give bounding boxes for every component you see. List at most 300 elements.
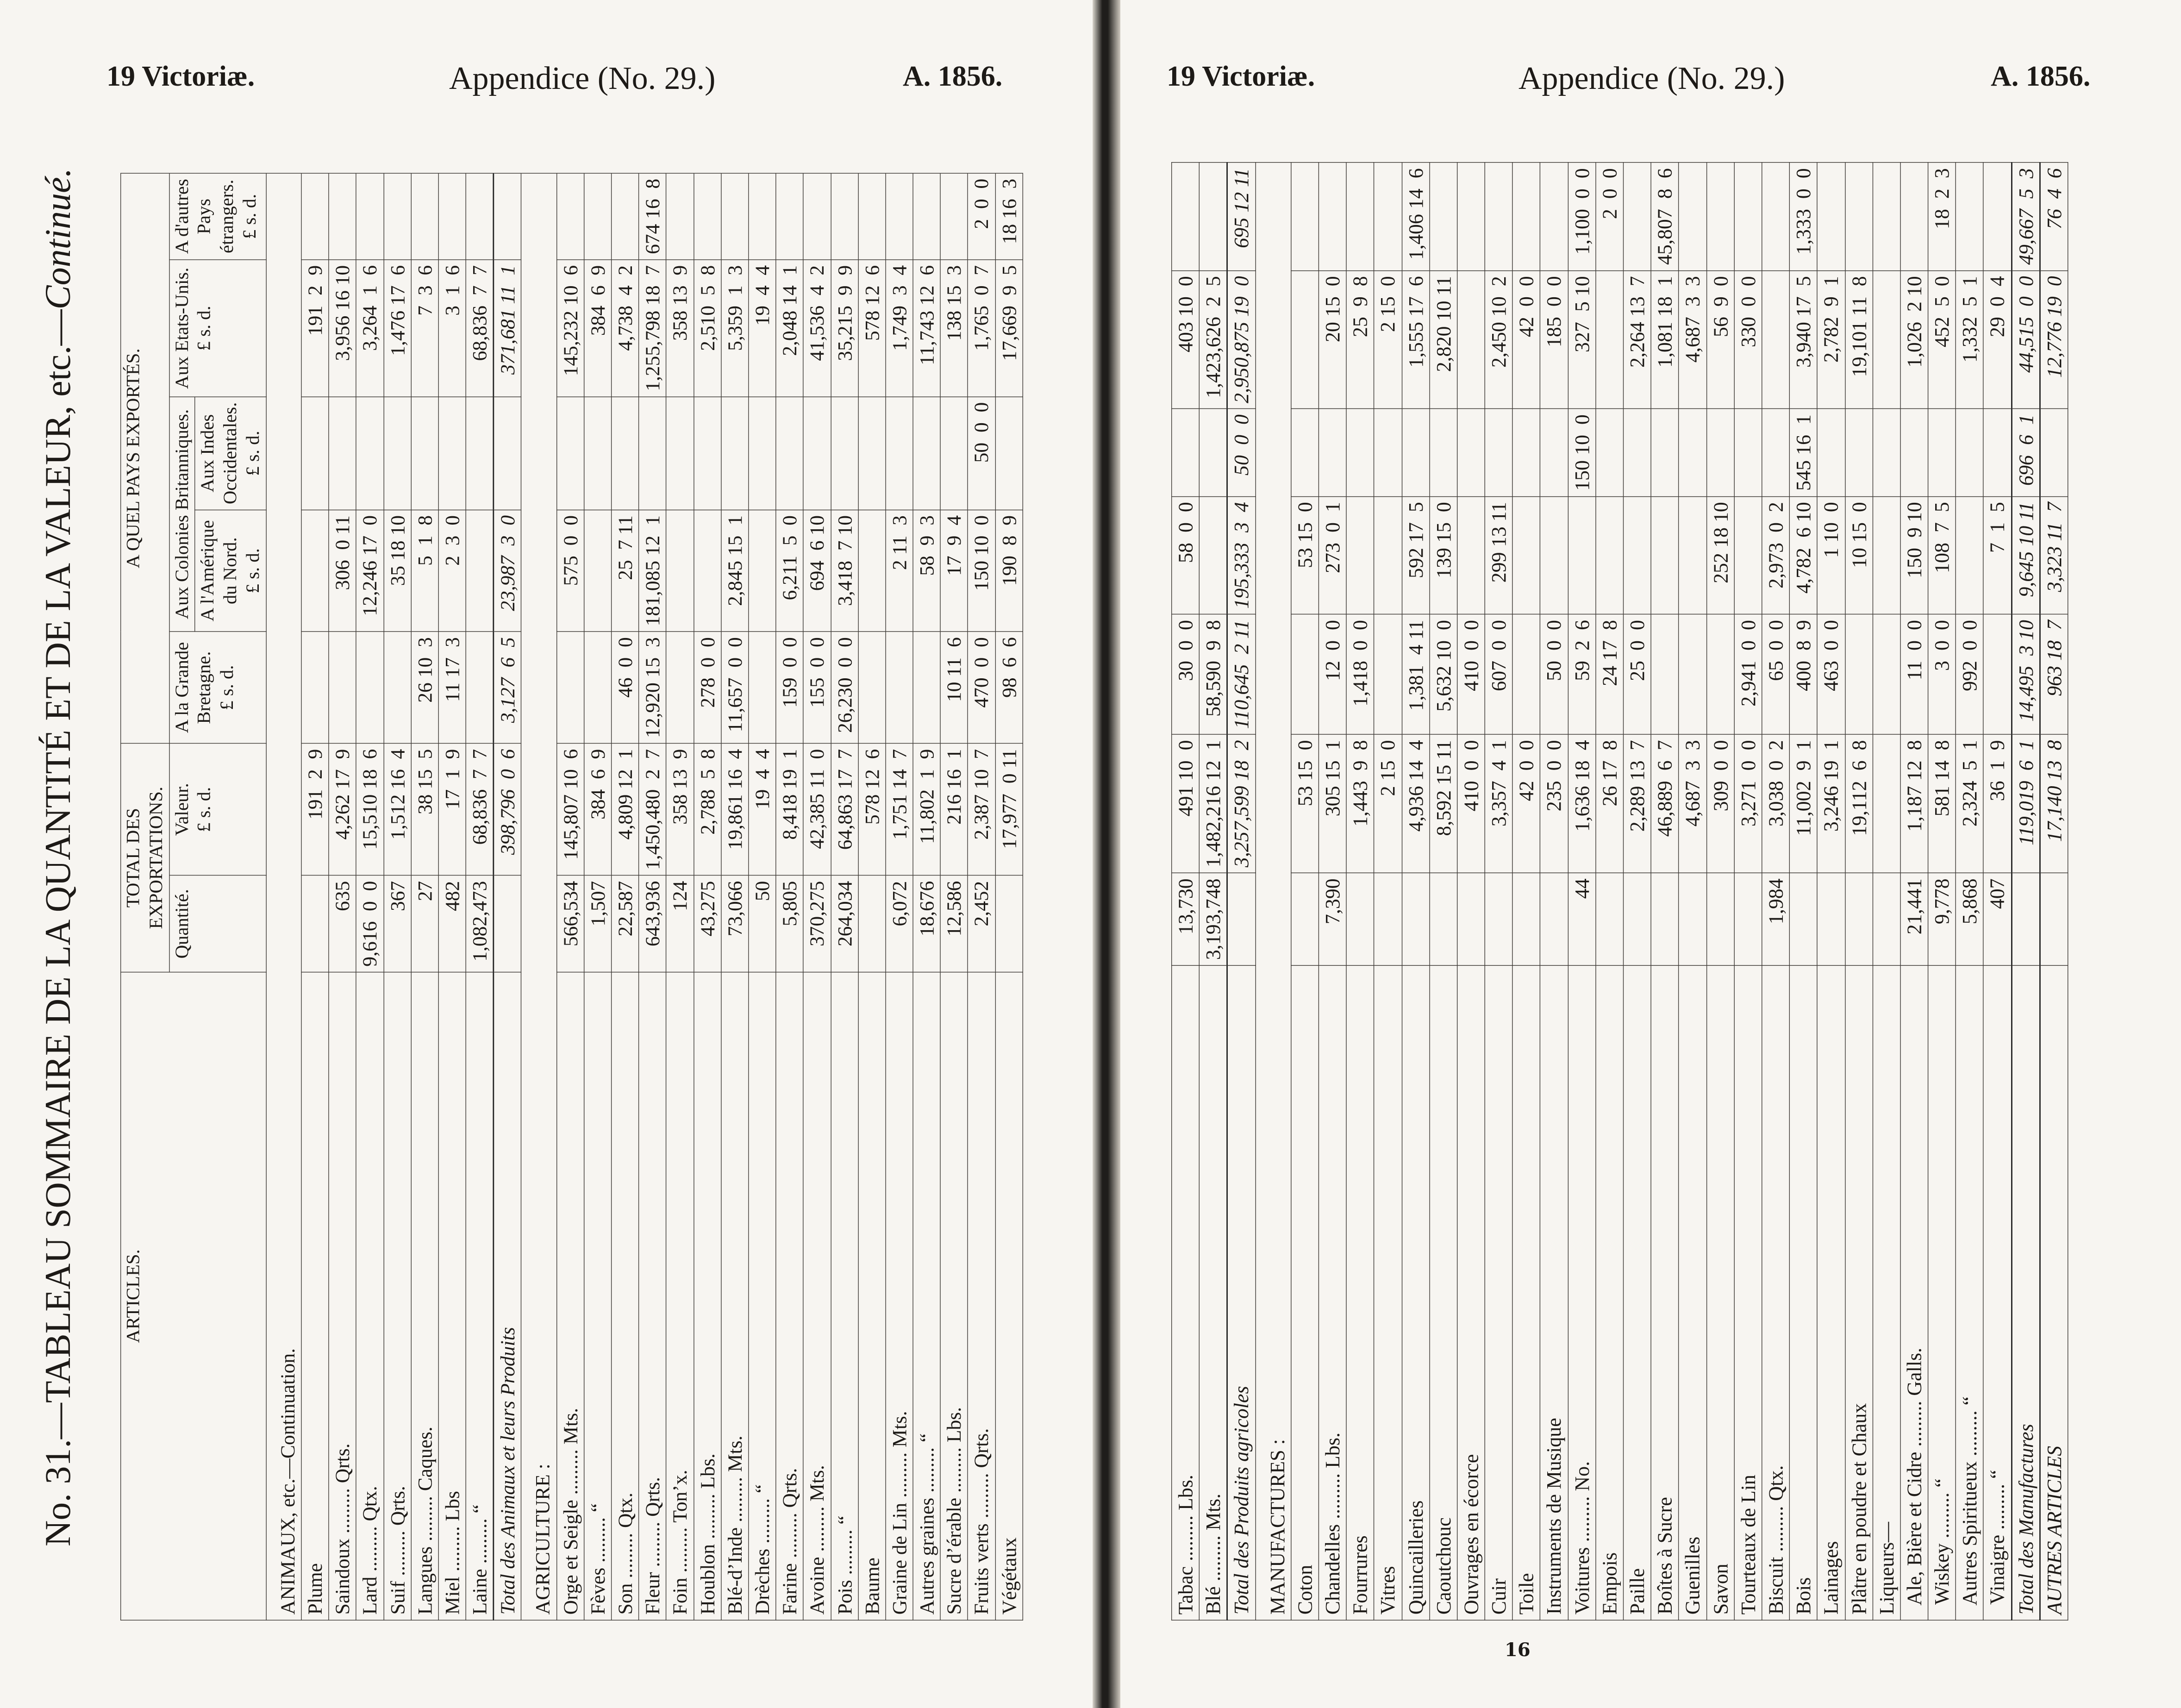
other-countries	[301, 173, 329, 260]
quantity: 9,616 0 0	[356, 876, 383, 972]
lsd-label: £ s. d.	[239, 194, 260, 239]
great-britain	[1291, 614, 1319, 734]
table-row	[694, 173, 721, 1620]
table-row	[1623, 163, 1651, 1620]
other-countries	[1706, 163, 1734, 270]
great-britain	[1845, 614, 1873, 734]
table-row	[1291, 163, 1319, 1620]
west-indies	[803, 397, 831, 510]
other-countries	[438, 173, 466, 260]
quantity: 9,778	[1928, 873, 1956, 965]
value: 8,418 19 1	[776, 744, 803, 876]
table-row	[1679, 163, 1706, 1620]
table-row	[1457, 163, 1485, 1620]
article-name: Autres graines ......... “	[913, 972, 940, 1620]
article-name: Plâtre en poudre et Chaux	[1845, 965, 1873, 1620]
value: 384 6 9	[584, 744, 611, 876]
value: 578 12 6	[858, 744, 886, 876]
other-countries	[749, 173, 776, 260]
great-britain: 59 2 6	[1568, 614, 1596, 734]
great-britain: 12 0 0	[1319, 614, 1346, 734]
table-row	[1512, 163, 1540, 1620]
north-america	[1596, 496, 1624, 614]
table-row	[666, 173, 694, 1620]
col-quantite: Quantité.	[169, 876, 266, 972]
united-states: 4,687 3 3	[1679, 270, 1706, 409]
great-britain: 607 0 0	[1485, 614, 1512, 734]
west-indies	[584, 397, 611, 510]
united-states: 138 15 3	[940, 260, 968, 397]
great-britain	[1679, 614, 1706, 734]
great-britain	[384, 632, 411, 743]
north-america: 306 0 11	[329, 510, 356, 632]
quantity: 12,586	[940, 876, 968, 972]
north-america: 17 9 4	[940, 510, 968, 632]
united-states: 41,536 4 2	[803, 260, 831, 397]
left-table	[120, 173, 1023, 1620]
great-britain: 11 0 0	[1900, 614, 1928, 734]
quantity: 50	[749, 876, 776, 972]
table-row	[1706, 163, 1734, 1620]
west-indies	[1402, 409, 1430, 496]
article-name: Houblon ......... Lbs.	[694, 972, 721, 1620]
table-row	[968, 173, 995, 1620]
total-other-countries	[494, 173, 521, 260]
table-row	[1817, 163, 1845, 1620]
quantity: 5,868	[1956, 873, 1983, 965]
value: 2,289 13 7	[1623, 734, 1651, 873]
great-britain	[858, 632, 886, 743]
quantity	[1227, 873, 1256, 965]
table-row	[556, 173, 584, 1620]
united-states: 3 1 6	[438, 260, 466, 397]
total-other-countries: 76 4 6	[2040, 163, 2068, 270]
article-name: Instruments de Musique	[1540, 965, 1568, 1620]
west-indies	[1873, 409, 1900, 496]
north-america	[466, 510, 494, 632]
other-countries	[584, 173, 611, 260]
quantity	[1706, 873, 1734, 965]
west-indies: 50 0 0	[968, 397, 995, 510]
north-america: 139 15 0	[1430, 496, 1457, 614]
col-gb-label: A la Grande Bretagne.	[171, 642, 215, 733]
table-row	[612, 173, 639, 1620]
table-row	[1928, 163, 1956, 1620]
total-united-states: 371,681 11 1	[494, 260, 521, 397]
united-states: 384 6 9	[584, 260, 611, 397]
west-indies	[1706, 409, 1734, 496]
other-countries	[1374, 163, 1402, 270]
article-name: Farine ......... Qrts.	[776, 972, 803, 1620]
article-name: Biscuit ......... Qtx.	[1762, 965, 1790, 1620]
north-america	[1651, 496, 1679, 614]
article-name: Sucre d’érable ......... Lbs.	[940, 972, 968, 1620]
united-states: 3,956 16 10	[329, 260, 356, 397]
united-states: 29 0 4	[1983, 270, 2012, 409]
west-indies: 150 10 0	[1568, 409, 1596, 496]
great-britain: 470 0 0	[968, 632, 995, 743]
north-america	[1679, 496, 1706, 614]
article-name: Blé ......... Mts.	[1200, 965, 1228, 1620]
total-great-britain: 110,645 2 11	[1227, 614, 1256, 734]
quantity: 5,805	[776, 876, 803, 972]
united-states: 2,048 14 1	[776, 260, 803, 397]
west-indies	[612, 397, 639, 510]
united-states: 403 10 0	[1172, 270, 1200, 409]
quantity	[1651, 873, 1679, 965]
west-indies	[1457, 409, 1485, 496]
united-states: 42 0 0	[1512, 270, 1540, 409]
article-name: Graine de Lin ......... Mts.	[886, 972, 913, 1620]
article-name: Blé-d’Inde ......... Mts.	[721, 972, 749, 1620]
great-britain: 11 17 3	[438, 632, 466, 743]
great-britain: 65 0 0	[1762, 614, 1790, 734]
north-america	[1540, 496, 1568, 614]
col-indes	[195, 397, 266, 510]
other-countries: 18 2 3	[1928, 163, 1956, 270]
west-indies	[913, 397, 940, 510]
great-britain: 24 17 8	[1596, 614, 1624, 734]
value: 410 0 0	[1457, 734, 1485, 873]
quantity: 44	[1568, 873, 1596, 965]
other-countries	[1430, 163, 1457, 270]
article-name: Plume	[301, 972, 329, 1620]
article-name: Saindoux ......... Qrts.	[329, 972, 356, 1620]
great-britain: 992 0 0	[1956, 614, 1983, 734]
value: 17,977 0 11	[995, 744, 1023, 876]
table-title-continued: Continué.	[37, 168, 78, 310]
west-indies	[1928, 409, 1956, 496]
other-countries	[411, 173, 438, 260]
north-america	[1512, 496, 1540, 614]
west-indies	[858, 397, 886, 510]
article-name: Végétaux	[995, 972, 1023, 1620]
table-row	[466, 173, 494, 1620]
great-britain: 46 0 0	[612, 632, 639, 743]
left-table-body	[266, 173, 1023, 1620]
quantity	[1291, 873, 1319, 965]
total-label: AUTRES ARTICLES	[2040, 965, 2068, 1620]
table-row	[1651, 163, 1679, 1620]
table-row	[1319, 163, 1346, 1620]
article-name: Ouvrages en écorce	[1457, 965, 1485, 1620]
article-name: Wiskey ......... “	[1928, 965, 1956, 1620]
quantity	[858, 876, 886, 972]
other-countries	[1900, 163, 1928, 270]
united-states: 358 13 9	[666, 260, 694, 397]
great-britain	[329, 632, 356, 743]
table-row	[1734, 163, 1762, 1620]
quantity: 43,275	[694, 876, 721, 972]
west-indies	[438, 397, 466, 510]
great-britain	[1374, 614, 1402, 734]
quantity	[1623, 873, 1651, 965]
united-states: 452 5 0	[1928, 270, 1956, 409]
north-america: 2,845 15 1	[721, 510, 749, 632]
col-gb	[169, 632, 266, 743]
table-row	[1200, 163, 1228, 1620]
table-row	[995, 173, 1023, 1620]
great-britain: 400 8 9	[1789, 614, 1817, 734]
section-title: AGRICULTURE :	[521, 173, 556, 1620]
article-name: Laine ......... “	[466, 972, 494, 1620]
article-name: Vitres	[1374, 965, 1402, 1620]
total-row	[494, 173, 521, 1620]
total-value: 17,140 13 8	[2040, 734, 2068, 873]
quantity: 3,193,748	[1200, 873, 1228, 965]
value: 68,836 7 7	[466, 744, 494, 876]
united-states: 56 9 0	[1706, 270, 1734, 409]
west-indies	[1540, 409, 1568, 496]
quantity	[1457, 873, 1485, 965]
west-indies	[1319, 409, 1346, 496]
quantity	[494, 876, 521, 972]
united-states: 25 9 8	[1346, 270, 1374, 409]
other-countries	[556, 173, 584, 260]
quantity	[1873, 873, 1900, 965]
quantity: 643,936	[639, 876, 666, 972]
quantity	[1540, 873, 1568, 965]
lsd-label: £ s. d.	[242, 548, 263, 594]
other-countries: 1,406 14 6	[1402, 163, 1430, 270]
quantity	[1374, 873, 1402, 965]
north-america: 35 18 10	[384, 510, 411, 632]
other-countries	[694, 173, 721, 260]
west-indies	[1512, 409, 1540, 496]
west-indies	[1983, 409, 2012, 496]
north-america: 273 0 1	[1319, 496, 1346, 614]
quantity: 13,730	[1172, 873, 1200, 965]
great-britain	[1873, 614, 1900, 734]
article-name: Bois	[1789, 965, 1817, 1620]
article-name: Baume	[858, 972, 886, 1620]
table-row	[438, 173, 466, 1620]
value: 11,802 1 9	[913, 744, 940, 876]
west-indies	[1485, 409, 1512, 496]
total-north-america: 9,645 10 11	[2012, 496, 2040, 614]
quantity	[1845, 873, 1873, 965]
article-name: Fruits verts ......... Qrts.	[968, 972, 995, 1620]
quantity	[2012, 873, 2040, 965]
other-countries: 1,100 0 0	[1568, 163, 1596, 270]
west-indies	[1845, 409, 1873, 496]
header-right: A. 1856.	[1991, 61, 2091, 92]
article-name: Tabac ......... Lbs.	[1172, 965, 1200, 1620]
section-title: ANIMAUX, etc.—Continuation.	[266, 173, 301, 1620]
quantity	[1402, 873, 1430, 965]
north-america: 58 0 0	[1172, 496, 1200, 614]
west-indies	[1762, 409, 1790, 496]
value: 1,482,216 12 1	[1200, 734, 1228, 873]
total-united-states: 12,776 19 0	[2040, 270, 2068, 409]
other-countries	[329, 173, 356, 260]
west-indies	[776, 397, 803, 510]
quantity: 6,072	[886, 876, 913, 972]
west-indies	[329, 397, 356, 510]
great-britain: 155 0 0	[803, 632, 831, 743]
value: 305 15 1	[1319, 734, 1346, 873]
great-britain	[1983, 614, 2012, 734]
value: 26 17 8	[1596, 734, 1624, 873]
other-countries: 1,333 0 0	[1789, 163, 1817, 270]
article-name: Tourteaux de Lin	[1734, 965, 1762, 1620]
north-america	[694, 510, 721, 632]
other-countries	[1679, 163, 1706, 270]
value: 8,592 15 11	[1430, 734, 1457, 873]
great-britain	[584, 632, 611, 743]
west-indies	[886, 397, 913, 510]
west-indies	[694, 397, 721, 510]
value: 15,510 18 6	[356, 744, 383, 876]
united-states: 1,749 3 4	[886, 260, 913, 397]
great-britain: 58,590 9 8	[1200, 614, 1228, 734]
united-states: 20 15 0	[1319, 270, 1346, 409]
west-indies	[1374, 409, 1402, 496]
west-indies	[1430, 409, 1457, 496]
table-row	[721, 173, 749, 1620]
other-countries	[1319, 163, 1346, 270]
col-eu	[169, 260, 266, 397]
west-indies	[1200, 409, 1228, 496]
value: 581 14 8	[1928, 734, 1956, 873]
other-countries	[1817, 163, 1845, 270]
other-countries	[1512, 163, 1540, 270]
total-west-indies: 696 6 1	[2012, 409, 2040, 496]
united-states: 5,359 1 3	[721, 260, 749, 397]
united-states: 11,743 12 6	[913, 260, 940, 397]
total-united-states: 44,515 0 0	[2012, 270, 2040, 409]
north-america	[1734, 496, 1762, 614]
table-row	[831, 173, 858, 1620]
united-states: 17,669 9 5	[995, 260, 1023, 397]
section-heading	[521, 173, 556, 1620]
value: 2 15 0	[1374, 734, 1402, 873]
right-page	[1120, 0, 2181, 1708]
quantity: 566,534	[556, 876, 584, 972]
article-name: Son ......... Qtx.	[612, 972, 639, 1620]
article-name: Fèves ......... “	[584, 972, 611, 1620]
col-articles: ARTICLES.	[121, 972, 266, 1620]
article-name: Fleur ......... Qrts.	[639, 972, 666, 1620]
west-indies	[411, 397, 438, 510]
west-indies	[556, 397, 584, 510]
article-name: Lard ......... Qtx.	[356, 972, 383, 1620]
value: 46,889 6 7	[1651, 734, 1679, 873]
value: 4,809 12 1	[612, 744, 639, 876]
quantity: 1,984	[1762, 873, 1790, 965]
great-britain: 26 10 3	[411, 632, 438, 743]
article-name: Empois	[1596, 965, 1624, 1620]
total-north-america: 23,987 3 0	[494, 510, 521, 632]
lsd-label: £ s. d.	[194, 306, 215, 351]
table-row	[329, 173, 356, 1620]
great-britain: 2,941 0 0	[1734, 614, 1762, 734]
table-row	[356, 173, 383, 1620]
great-britain: 30 0 0	[1172, 614, 1200, 734]
other-countries	[1457, 163, 1485, 270]
value: 42 0 0	[1512, 734, 1540, 873]
table-row	[1762, 163, 1790, 1620]
united-states: 327 5 10	[1568, 270, 1596, 409]
quantity	[1512, 873, 1540, 965]
article-name: Quincailleries	[1402, 965, 1430, 1620]
west-indies	[1623, 409, 1651, 496]
great-britain: 98 6 6	[995, 632, 1023, 743]
lsd-label: £ s. d.	[217, 665, 237, 710]
header-right: A. 1856.	[903, 61, 1003, 92]
value: 1,751 14 7	[886, 744, 913, 876]
value: 1,636 18 4	[1568, 734, 1596, 873]
section-heading	[266, 173, 301, 1620]
total-other-countries: 49,667 5 3	[2012, 163, 2040, 270]
other-countries	[913, 173, 940, 260]
value: 235 0 0	[1540, 734, 1568, 873]
col-pays: A QUEL PAYS EXPORTÉS.	[121, 173, 169, 744]
west-indies	[666, 397, 694, 510]
north-america: 4,782 6 10	[1789, 496, 1817, 614]
total-value: 3,257,599 18 2	[1227, 734, 1256, 873]
table-row	[1374, 163, 1402, 1620]
north-america: 150 9 10	[1900, 496, 1928, 614]
other-countries	[612, 173, 639, 260]
quantity	[1817, 873, 1845, 965]
table-row	[301, 173, 329, 1620]
value: 216 16 1	[940, 744, 968, 876]
united-states: 3,940 17 5	[1789, 270, 1817, 409]
col-colonies: Aux Colonies Britanniques.	[169, 397, 195, 632]
great-britain: 3 0 0	[1928, 614, 1956, 734]
table-row	[1346, 163, 1374, 1620]
united-states: 1,765 0 7	[968, 260, 995, 397]
other-countries	[1623, 163, 1651, 270]
article-name: Cuir	[1485, 965, 1512, 1620]
article-name: Autres Spiritueux ......... “	[1956, 965, 1983, 1620]
table-row	[886, 173, 913, 1620]
west-indies	[301, 397, 329, 510]
other-countries	[776, 173, 803, 260]
quantity	[995, 876, 1023, 972]
article-name: Suif ......... Qrts.	[384, 972, 411, 1620]
other-countries	[1172, 163, 1200, 270]
table-row	[1956, 163, 1983, 1620]
total-west-indies	[2040, 409, 2068, 496]
col-valeur	[169, 744, 266, 876]
north-america	[1374, 496, 1402, 614]
table-row	[1172, 163, 1200, 1620]
great-britain	[666, 632, 694, 743]
table-row	[940, 173, 968, 1620]
other-countries	[1873, 163, 1900, 270]
other-countries	[666, 173, 694, 260]
book-gutter	[1093, 0, 1120, 1708]
col-autres	[169, 173, 266, 260]
section-heading	[1256, 163, 1291, 1620]
header-left: 19 Victoriæ.	[106, 61, 255, 92]
other-countries: 2 0 0	[1596, 163, 1624, 270]
table-row	[384, 173, 411, 1620]
col-eu-label: Aux Etats-Unis.	[171, 267, 193, 389]
north-america: 592 17 5	[1402, 496, 1430, 614]
west-indies	[1291, 409, 1319, 496]
value: 3,038 0 2	[1762, 734, 1790, 873]
great-britain	[356, 632, 383, 743]
article-name: Miel ......... Lbs	[438, 972, 466, 1620]
other-countries	[1540, 163, 1568, 270]
total-row	[2040, 163, 2068, 1620]
other-countries	[721, 173, 749, 260]
north-america: 150 10 0	[968, 510, 995, 632]
west-indies	[356, 397, 383, 510]
